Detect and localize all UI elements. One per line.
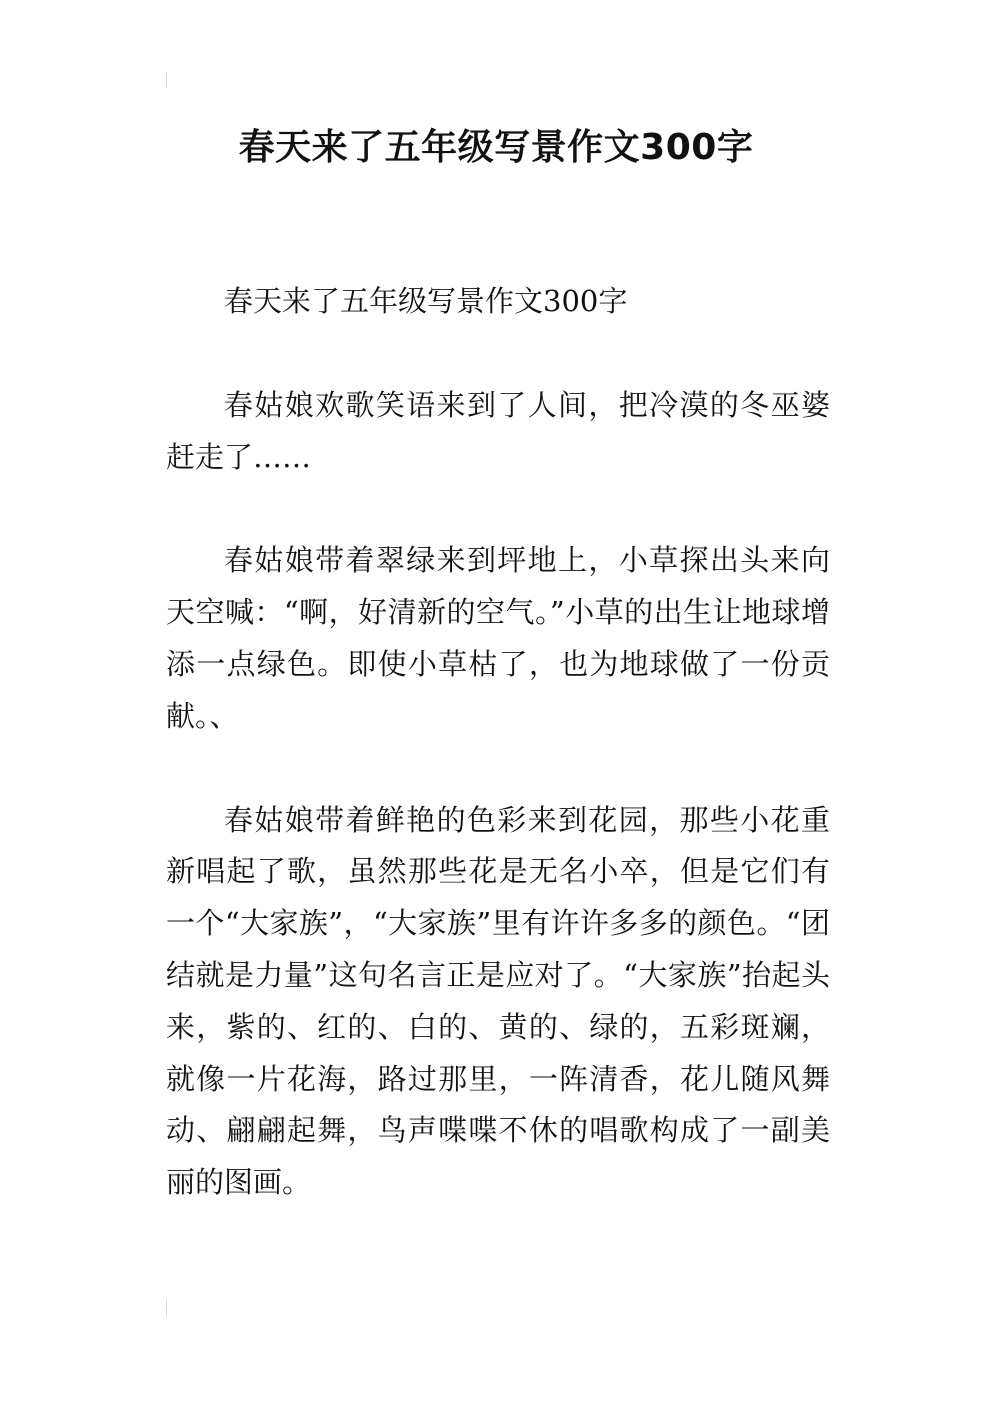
document-title: 春天来了五年级写景作文300字 xyxy=(238,127,754,168)
paragraph-intro: 春姑娘欢歌笑语来到了人间，把冷漠的冬巫婆赶走了…… xyxy=(166,387,830,474)
paragraph-flowers: 春姑娘带着鲜艳的色彩来到花园，那些小花重新唱起了歌，虽然那些花是无名小卒，但是它们有一个“大家族”，“大家族”里有许许多多的颜色。“团结就是力量”这句名言正是应对了。“大家族”抬起头来，紫的、红的、白的、黄的、绿的，五彩斑斓，就像一片花海，路过那里，一阵清香，花儿随风舞动、翩翩起舞，鸟声喋喋不休的唱歌构成了一副美丽的图画。 xyxy=(166,802,830,1200)
document-body xyxy=(166,276,830,1261)
page-corner-mark-bottom xyxy=(166,1300,167,1316)
page-corner-mark-top xyxy=(166,72,167,88)
paragraph-grass: 春姑娘带着翠绿来到坪地上，小草探出头来向天空喊：“啊，好清新的空气。”小草的出生让地球增添一点绿色。即使小草枯了，也为地球做了一份贡献。、 xyxy=(166,543,830,733)
subtitle-paragraph: 春天来了五年级写景作文300字 xyxy=(224,284,628,318)
